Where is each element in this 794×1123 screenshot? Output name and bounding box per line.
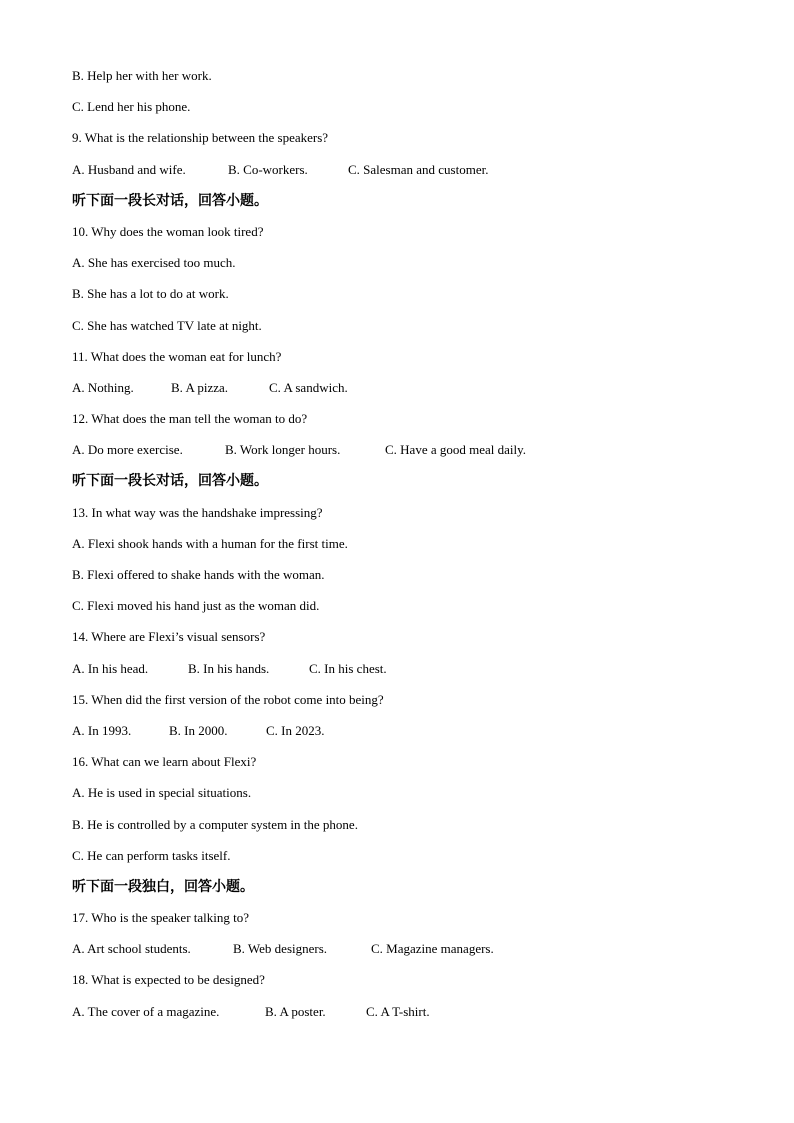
q14-option-a: A. In his head. (72, 660, 149, 676)
q17-option-b: B. Web designers. (233, 941, 328, 957)
q11-question: 11. What does the woman eat for lunch? (72, 348, 282, 364)
q8-option-b: B. Help her with her work. (72, 68, 212, 83)
q15-option-a: A. In 1993. (72, 722, 132, 738)
q15-option-c: C. In 2023. (266, 722, 325, 738)
q12-option-a: A. Do more exercise. (72, 442, 183, 458)
q12-option-b: B. Work longer hours. (225, 442, 341, 458)
q18-option-c: C. A T-shirt. (366, 1003, 430, 1019)
q9-option-b: B. Co-workers. (228, 161, 308, 177)
q14-option-b: B. In his hands. (188, 660, 270, 676)
q9-option-a: A. Husband and wife. (72, 161, 186, 177)
q12-options (72, 440, 752, 471)
q9-question: 9. What is the relationship between the speakers? (72, 130, 329, 146)
q16-option-b: B. He is controlled by a computer system in the phone. (72, 816, 358, 832)
q11-option-a: A. Nothing. (72, 379, 134, 395)
q18-option-b: B. A poster. (265, 1003, 326, 1019)
q14-options (72, 659, 752, 690)
q18-question: 18. What is expected to be designed? (72, 972, 265, 988)
q11-option-c: C. A sandwich. (269, 379, 348, 395)
q17-question: 17. Who is the speaker talking to? (72, 910, 250, 926)
q13-question: 13. In what way was the handshake impressing? (72, 504, 323, 520)
q15-question: 15. When did the first version of the robot come into being? (72, 691, 384, 707)
q17-options (72, 939, 752, 970)
q14-option-c: C. In his chest. (309, 660, 387, 676)
q8-option-c: C. Lend her his phone. (72, 99, 191, 115)
q15-option-b: B. In 2000. (169, 722, 228, 738)
q13-option-a: A. Flexi shook hands with a human for the first time. (72, 535, 348, 551)
q10-option-a: A. She has exercised too much. (72, 255, 236, 271)
section-heading-2: 听下面一段长对话，回答小题。 (72, 473, 268, 490)
q13-option-c: C. Flexi moved his hand just as the woman did. (72, 598, 320, 614)
q18-option-a: A. The cover of a magazine. (72, 1003, 220, 1019)
q9-options (72, 160, 752, 191)
q11-options (72, 378, 752, 409)
q14-question: 14. Where are Flexi’s visual sensors? (72, 629, 266, 645)
q13-option-b: B. Flexi offered to shake hands with the woman. (72, 567, 325, 582)
q18-options (72, 1002, 752, 1033)
q15-options (72, 721, 752, 752)
exam-page (72, 66, 752, 1033)
q9-option-c: C. Salesman and customer. (348, 161, 489, 177)
q12-option-c: C. Have a good meal daily. (385, 442, 527, 458)
section-heading-1: 听下面一段长对话，回答小题。 (72, 192, 268, 209)
q11-option-b: B. A pizza. (171, 379, 229, 395)
q16-option-c: C. He can perform tasks itself. (72, 847, 231, 863)
q10-option-b: B. She has a lot to do at work. (72, 286, 229, 302)
q17-option-a: A. Art school students. (72, 941, 191, 957)
q17-option-c: C. Magazine managers. (371, 941, 494, 957)
q10-question: 10. Why does the woman look tired? (72, 223, 264, 239)
q16-option-a: A. He is used in special situations. (72, 785, 252, 801)
q12-question: 12. What does the man tell the woman to do? (72, 411, 308, 427)
section-heading-3: 听下面一段独白，回答小题。 (72, 878, 254, 895)
q10-option-c: C. She has watched TV late at night. (72, 317, 262, 333)
q16-question: 16. What can we learn about Flexi? (72, 754, 257, 770)
